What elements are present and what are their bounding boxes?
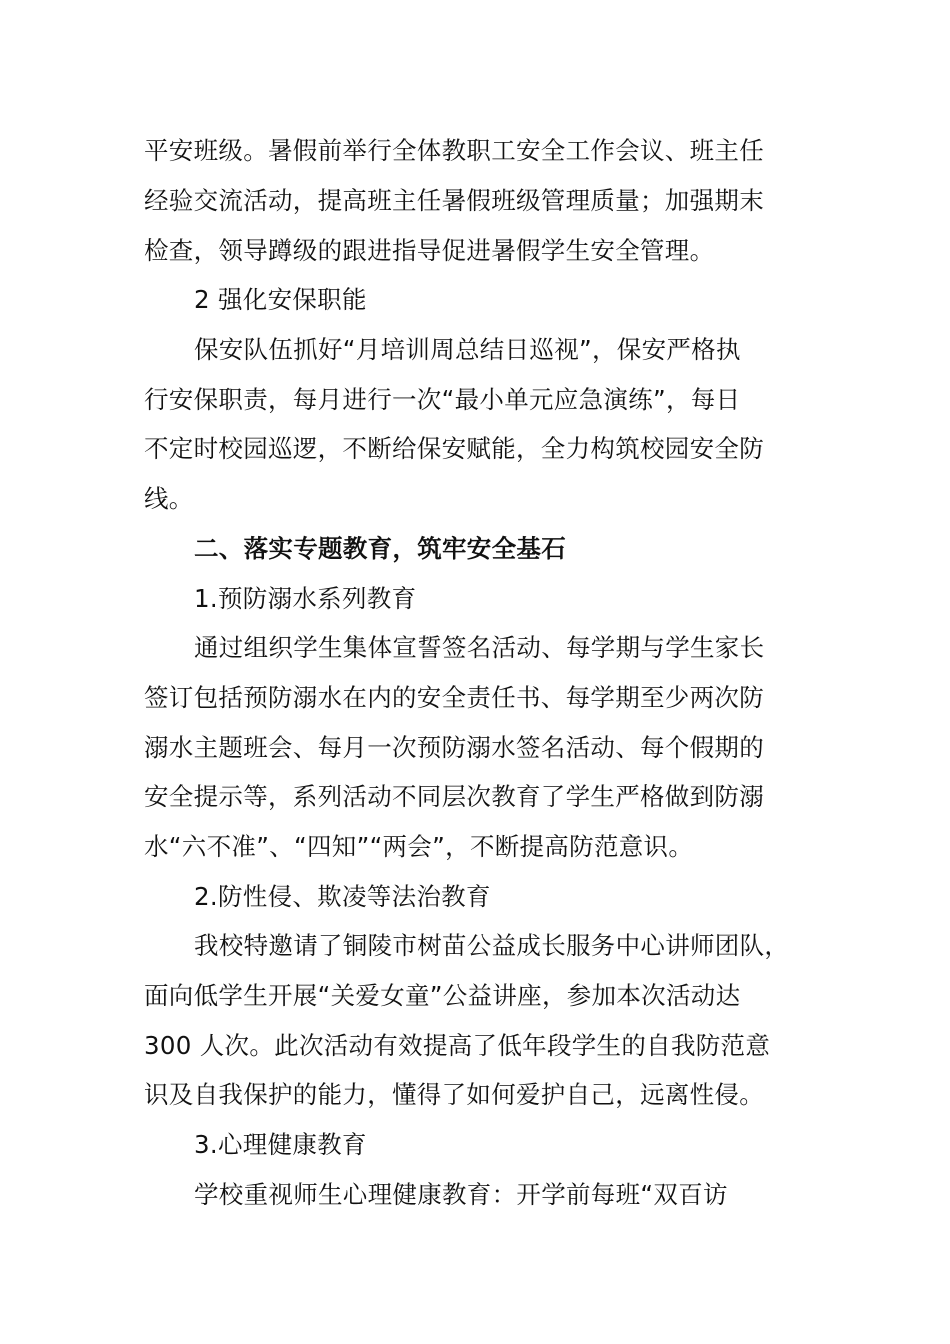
section-heading: 二、落实专题教育，筑牢安全基石 bbox=[194, 534, 566, 563]
body-text-line: 经验交流活动，提高班主任暑假班级管理质量；加强期末 bbox=[144, 186, 764, 215]
paragraph-first-line: 通过组织学生集体宣誓签名活动、每学期与学生家长 bbox=[194, 633, 765, 662]
body-text-line: 行安保职责，每月进行一次“最小单元应急演练”，每日 bbox=[144, 385, 741, 414]
subsection-heading: 2 强化安保职能 bbox=[194, 285, 367, 314]
body-text-line: 水“六不准”、“四知”“两会”，不断提高防范意识。 bbox=[144, 832, 694, 861]
body-text-line: 溺水主题班会、每月一次预防溺水签名活动、每个假期的 bbox=[144, 733, 764, 762]
body-text-line: 平安班级。暑假前举行全体教职工安全工作会议、班主任 bbox=[144, 136, 764, 165]
body-text-line: 安全提示等，系列活动不同层次教育了学生严格做到防溺 bbox=[144, 782, 764, 811]
subsection-heading: 3.心理健康教育 bbox=[194, 1130, 367, 1159]
body-text-line: 识及自我保护的能力，懂得了如何爱护自己，远离性侵。 bbox=[144, 1080, 764, 1109]
paragraph-first-line: 我校特邀请了铜陵市树苗公益成长服务中心讲师团队， bbox=[194, 931, 790, 960]
paragraph-first-line: 保安队伍抓好“月培训周总结日巡视”，保安严格执 bbox=[194, 335, 741, 364]
body-text-line: 不定时校园巡逻，不断给保安赋能，全力构筑校园安全防 bbox=[144, 434, 764, 463]
body-text-line: 线。 bbox=[144, 484, 194, 513]
paragraph-first-line: 学校重视师生心理健康教育：开学前每班“双百访 bbox=[194, 1180, 728, 1209]
body-text-line: 300 人次。此次活动有效提高了低年段学生的自我防范意 bbox=[144, 1031, 771, 1060]
body-text-line: 检查，领导蹲级的跟进指导促进暑假学生安全管理。 bbox=[144, 236, 715, 265]
subsection-heading: 1.预防溺水系列教育 bbox=[194, 584, 417, 613]
subsection-heading: 2.防性侵、欺凌等法治教育 bbox=[194, 882, 491, 911]
body-text-line: 面向低学生开展“关爱女童”公益讲座，参加本次活动达 bbox=[144, 981, 741, 1010]
body-text-line: 签订包括预防溺水在内的安全责任书、每学期至少两次防 bbox=[144, 683, 764, 712]
